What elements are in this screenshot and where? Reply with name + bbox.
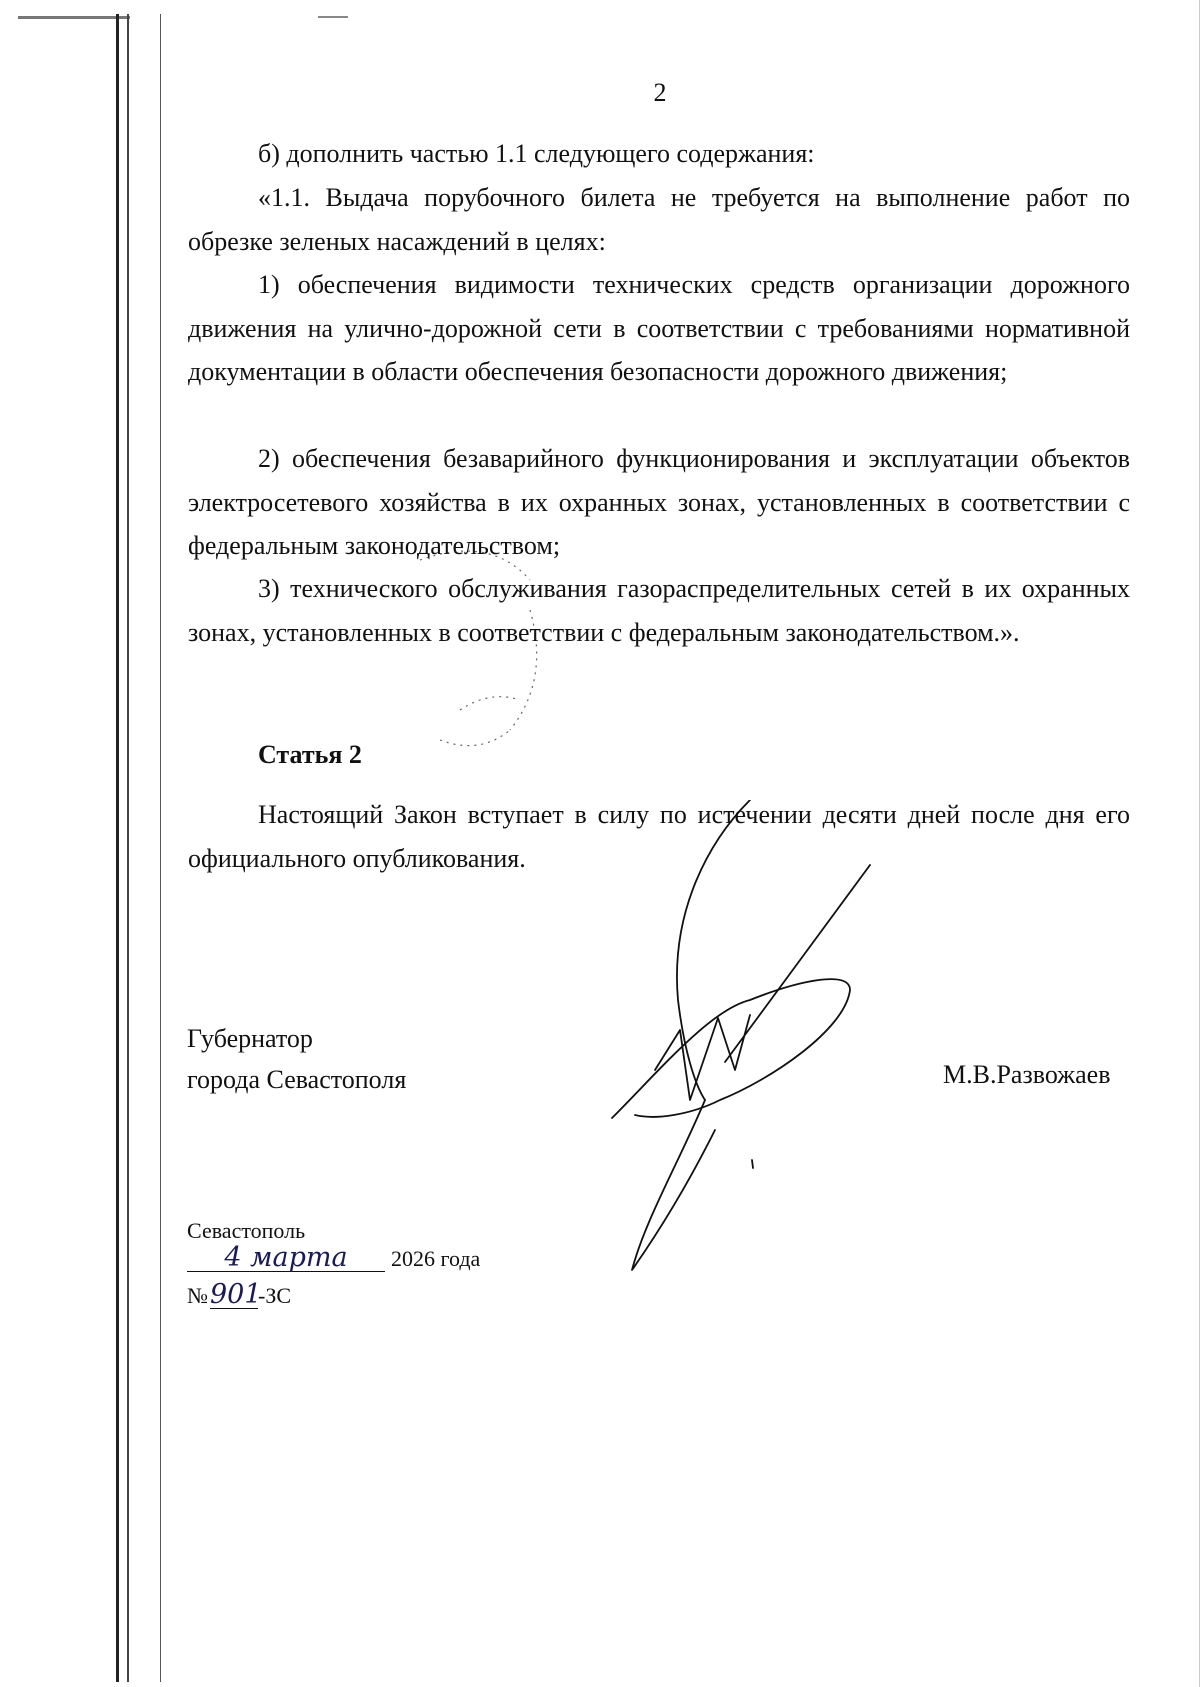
signatory-name: М.В.Развожаев [943,1060,1111,1089]
margin-line [160,14,161,1682]
number-suffix: -ЗС [258,1283,292,1308]
paragraph-item-1: 1) обеспечения видимости технических средств организации дорожного движения на улично-дорожной сети в соответствии с требованиями нормативной документации в области обеспечения безопасности дорожного движения; [188,270,1130,386]
handwritten-date: 4 марта [187,1245,385,1272]
signatory-title-line: Губернатор [187,1024,313,1053]
stamp-impression [400,540,570,770]
paragraph-item-3: 3) технического обслуживания газораспределительных сетей в их охранных зонах, установленных в соответствии с федеральным законодательством.». [188,574,1130,647]
law-number [187,1279,292,1310]
signing-date [187,1242,481,1273]
paragraph-clause-1-1: «1.1. Выдача порубочного билета не требуется на выполнение работ по обрезке зеленых насаждений в целях: [188,183,1130,256]
page-number: 2 [653,78,667,107]
scan-edge-mark [318,16,348,18]
number-sign: № [187,1283,208,1308]
binding-edge [116,14,129,1682]
scan-edge-mark [18,16,130,19]
date-year: 2026 года [391,1246,481,1271]
article-heading: Статья 2 [258,740,362,769]
paragraph-item-2: 2) обеспечения безаварийного функционирования и эксплуатации объектов электросетевого хозяйства в их охранных зонах, установленных в соответствии с федеральным законодательством; [188,444,1130,560]
signatory-title-line: города Севастополя [187,1065,407,1094]
place-of-signing: Севастополь [187,1218,306,1243]
signatory-title [187,1018,406,1100]
handwritten-number: 901 [210,1279,262,1310]
handwritten-signature [600,800,890,1280]
paragraph-amendment-intro: б) дополнить частью 1.1 следующего содержания: [258,139,815,168]
paragraph-effective-date: Настоящий Закон вступает в силу по истечении десяти дней после дня его официального опубликования. [188,800,1130,873]
